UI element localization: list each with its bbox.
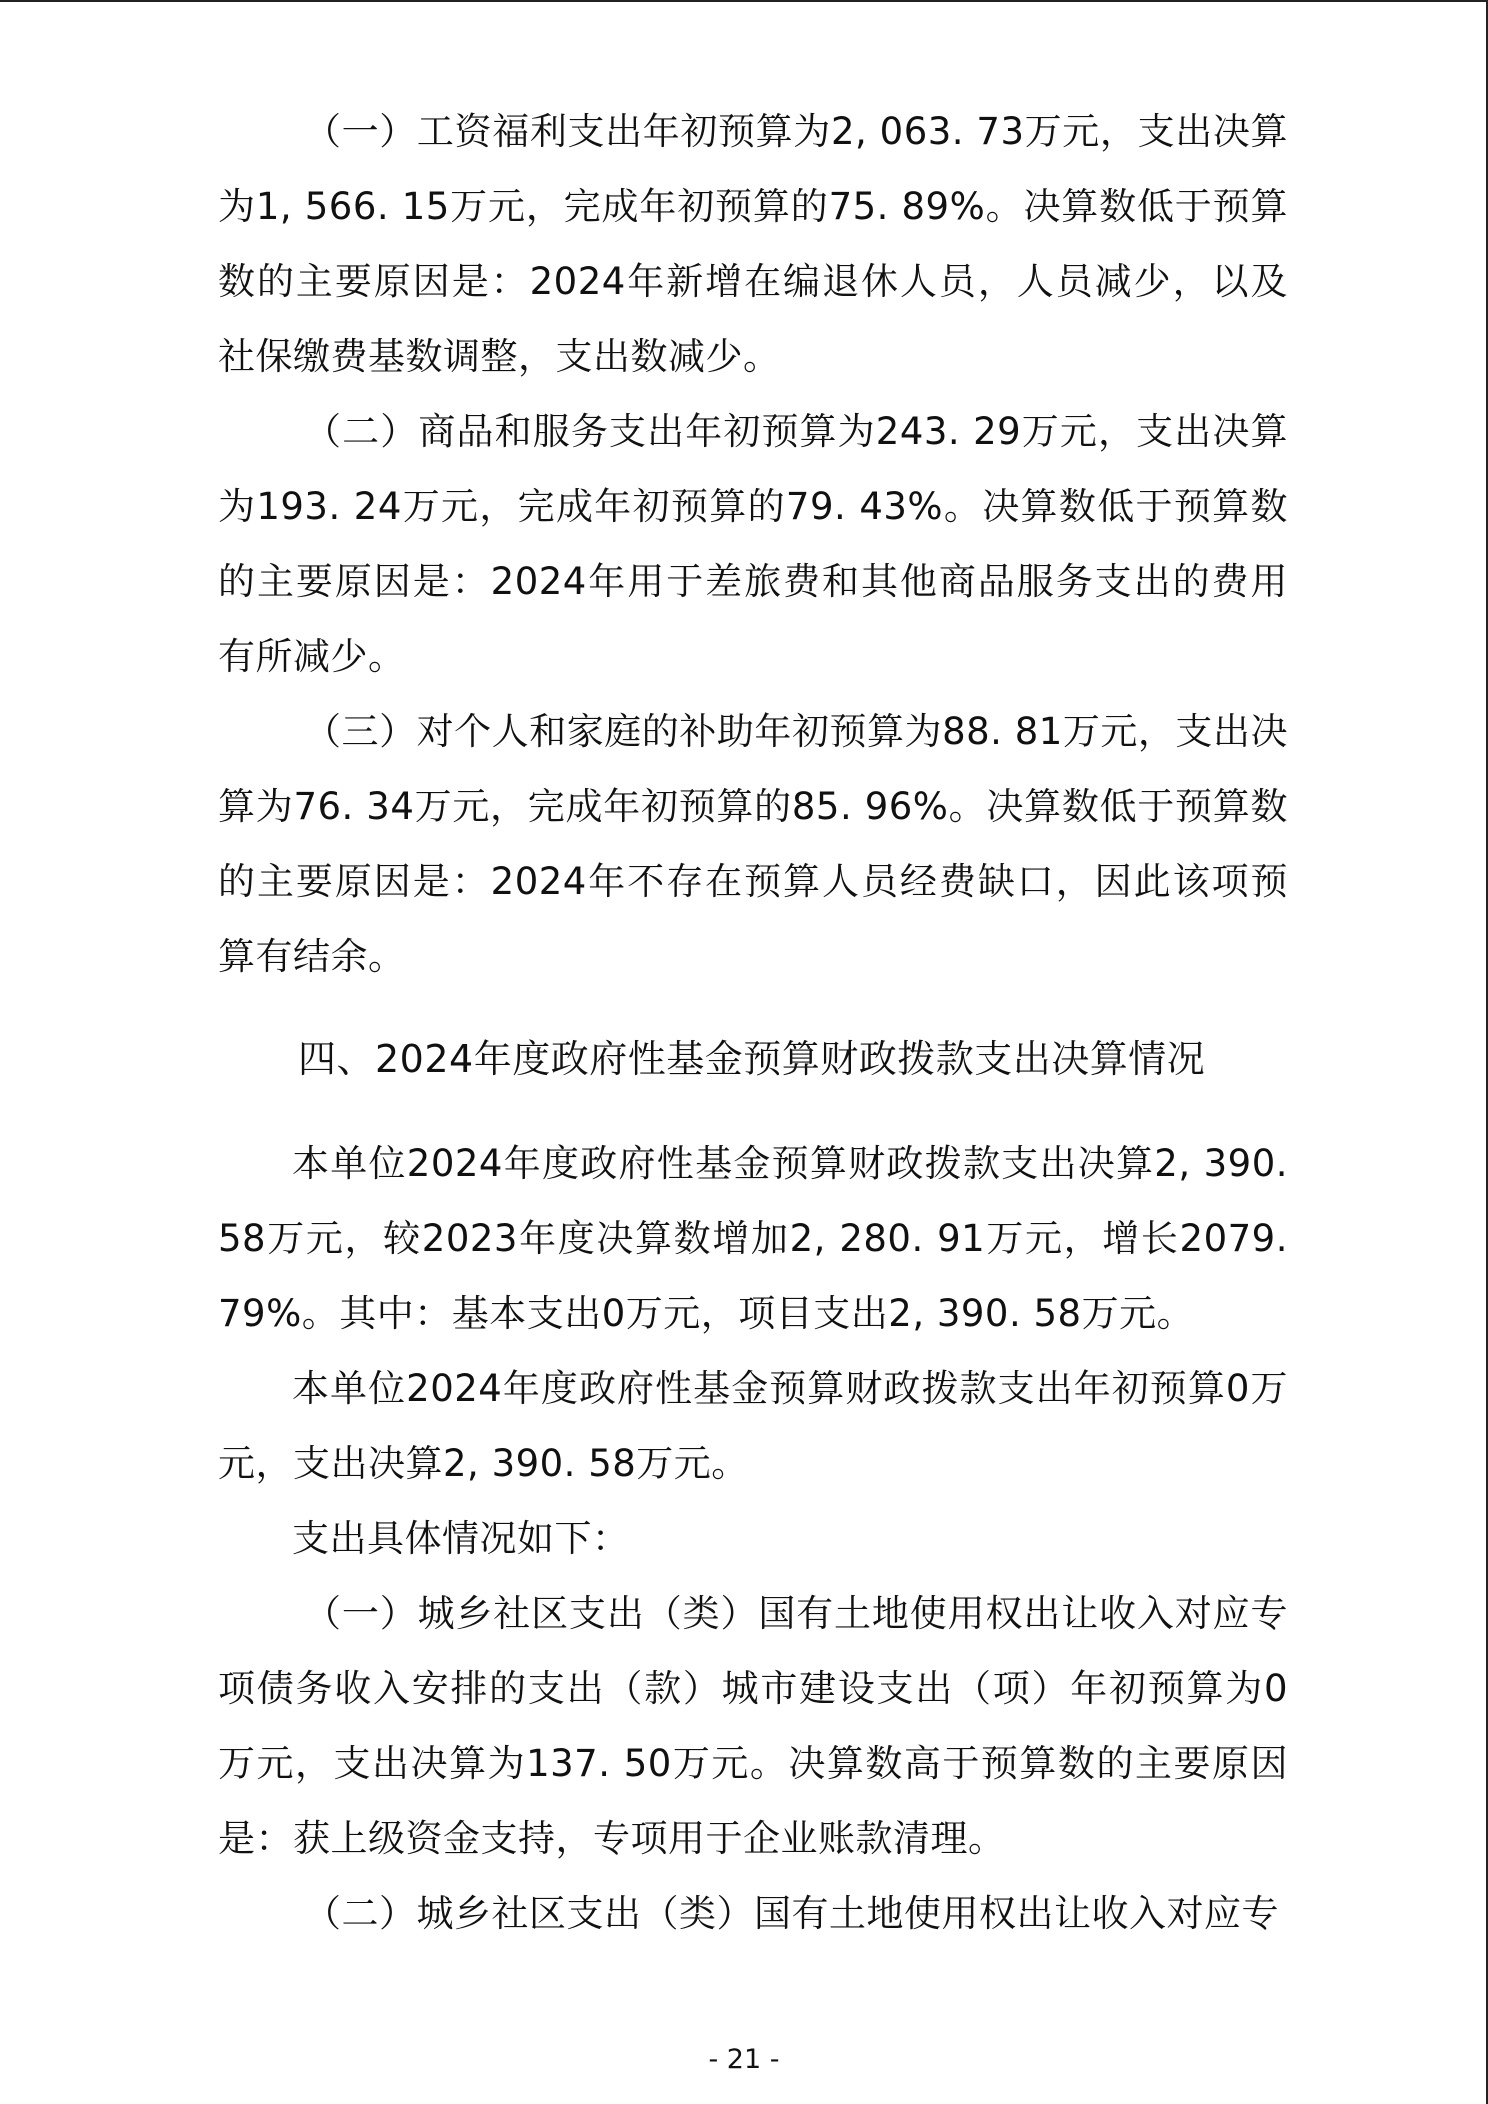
details-intro-paragraph: 支出具体情况如下： [292,1517,630,1560]
wage-welfare-paragraph: （一）工资福利支出年初预算为2, 063. 73万元，支出决算为1, 566. 15万元，完成年初预算的75. 89%。决算数低于预算数的主要原因是：2024年新增在编退休人员，人员减少，以及社保缴费基数调整，支出数减少。 [218,110,1288,378]
page-body [218,94,1288,1951]
household-subsidy-paragraph: （三）对个人和家庭的补助年初预算为88. 81万元，支出决算为76. 34万元，完成年初预算的85. 96%。决算数低于预算数的主要原因是：2024年不存在预算人员经费缺口，因此该项预算有结余。 [218,710,1288,978]
urban-construction-paragraph: （一）城乡社区支出（类）国有土地使用权出让收入对应专项债务收入安排的支出（款）城市建设支出（项）年初预算为0万元，支出决算为137. 50万元。决算数高于预算数的主要原因是：获上级资金支持，专项用于企业账款清理。 [218,1592,1288,1860]
urban-community-paragraph: （二）城乡社区支出（类）国有土地使用权出让收入对应专 [304,1892,1279,1935]
goods-services-paragraph: （二）商品和服务支出年初预算为243. 29万元，支出决算为193. 24万元，完成年初预算的79. 43%。决算数低于预算数的主要原因是：2024年用于差旅费和其他商品服务支出的费用有所减少。 [218,410,1288,678]
fund-budget-paragraph: 本单位2024年度政府性基金预算财政拨款支出年初预算0万元，支出决算2, 390. 58万元。 [218,1367,1288,1485]
fund-summary-paragraph: 本单位2024年度政府性基金预算财政拨款支出决算2, 390. 58万元，较2023年度决算数增加2, 280. 91万元，增长2079. 79%。其中：基本支出0万元，项目支出2, 390. 58万元。 [218,1142,1288,1335]
section-heading: 四、2024年度政府性基金预算财政拨款支出决算情况 [298,1037,1206,1081]
page-number: - 21 - [708,2044,780,2075]
